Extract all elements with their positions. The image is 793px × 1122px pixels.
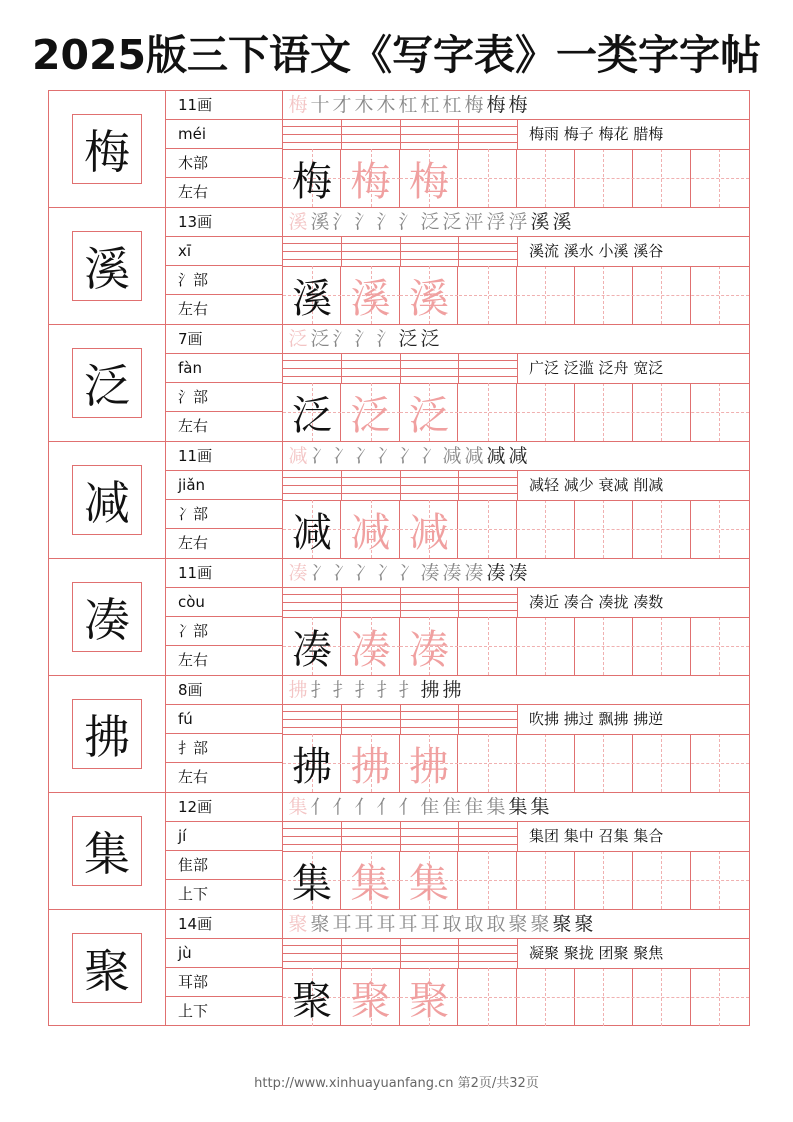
stroke-step: 冫 <box>420 445 440 467</box>
writing-cell <box>342 500 400 558</box>
pinyin: jù <box>166 939 282 968</box>
stroke-order <box>283 910 749 939</box>
stroke-step: 取 <box>442 913 462 935</box>
stroke-step: 梅 <box>464 94 484 116</box>
stroke-step: 杠 <box>420 94 440 116</box>
writing-cell <box>400 500 458 558</box>
writing-cell <box>400 266 458 324</box>
writing-cell <box>283 500 341 558</box>
stroke-step: 浮 <box>508 211 528 233</box>
trace-char: 集 <box>409 860 449 907</box>
stroke-count: 8画 <box>166 676 282 705</box>
structure: 左右 <box>178 534 209 552</box>
radical: 氵部 <box>166 266 282 295</box>
writing-cell <box>459 500 517 558</box>
writing-cell <box>342 968 400 1026</box>
char-info <box>166 559 283 675</box>
stroke-step: 亻 <box>332 796 352 818</box>
model-char: 梅 <box>292 158 332 205</box>
stroke-step: 泛 <box>310 328 330 350</box>
stroke-step: 聚 <box>552 913 572 935</box>
big-char: 泛 <box>72 348 142 418</box>
pinyin: xī <box>166 237 282 266</box>
stroke-step: 凑 <box>288 562 308 584</box>
stroke-step: 冫 <box>398 562 418 584</box>
writing-cell <box>459 266 517 324</box>
stroke-step: 集 <box>530 796 550 818</box>
big-char-column <box>49 208 166 324</box>
pinyin: méi <box>166 120 282 149</box>
char-info <box>166 676 283 792</box>
char-info <box>166 793 283 909</box>
pinyin: jiǎn <box>166 471 282 500</box>
stroke-step: 泙 <box>464 211 484 233</box>
char-info <box>166 442 283 558</box>
stroke-step: 冫 <box>354 562 374 584</box>
practice-grid <box>283 910 749 1026</box>
writing-cell <box>342 383 400 441</box>
stroke-order <box>283 208 749 237</box>
stroke-step: 扌 <box>332 679 352 701</box>
stroke-step: 聚 <box>310 913 330 935</box>
writing-cell <box>342 149 400 207</box>
trace-char: 减 <box>409 509 449 556</box>
trace-char: 集 <box>350 860 391 907</box>
writing-cell <box>459 149 517 207</box>
word-examples: 吹拂 拂过 飘拂 拂逆 <box>529 710 664 728</box>
word-examples: 凝聚 聚拢 团聚 聚焦 <box>529 944 664 962</box>
stroke-step: 溪 <box>310 211 330 233</box>
stroke-step: 凑 <box>464 562 484 584</box>
trace-char: 凑 <box>409 626 449 673</box>
stroke-step: 耳 <box>398 913 418 935</box>
stroke-step: 冫 <box>398 445 418 467</box>
char-info <box>166 208 283 324</box>
pinyin: còu <box>166 588 282 617</box>
practice-sheet <box>48 90 750 1026</box>
stroke-step: 凑 <box>508 562 528 584</box>
stroke-step: 扌 <box>354 679 374 701</box>
big-char-column <box>49 325 166 441</box>
stroke-step: 减 <box>486 445 506 467</box>
stroke-step: 拂 <box>442 679 462 701</box>
radical: 氵部 <box>166 383 282 412</box>
stroke-step: 取 <box>464 913 484 935</box>
writing-cell <box>283 617 341 675</box>
stroke-step: 氵 <box>376 328 396 350</box>
stroke-step: 凑 <box>420 562 440 584</box>
writing-cell <box>459 851 517 909</box>
model-char: 拂 <box>292 743 332 790</box>
writing-cell <box>283 851 341 909</box>
structure: 左右 <box>178 183 209 201</box>
stroke-step: 浮 <box>486 211 506 233</box>
big-char: 梅 <box>72 114 142 184</box>
stroke-step: 拂 <box>420 679 440 701</box>
word-examples: 集团 集中 召集 集合 <box>529 827 664 845</box>
stroke-step: 减 <box>288 445 308 467</box>
writing-cell <box>459 968 517 1026</box>
writing-cell <box>342 734 400 792</box>
stroke-step: 隹 <box>464 796 484 818</box>
stroke-step: 泛 <box>398 328 418 350</box>
stroke-step: 聚 <box>574 913 594 935</box>
trace-char: 梅 <box>350 158 391 205</box>
trace-char: 溪 <box>409 275 449 322</box>
stroke-step: 凑 <box>442 562 462 584</box>
stroke-step: 溪 <box>530 211 550 233</box>
big-char-column <box>49 676 166 792</box>
stroke-step: 梅 <box>288 94 308 116</box>
stroke-order <box>283 793 749 822</box>
model-char: 减 <box>292 509 332 556</box>
char-block <box>49 208 749 325</box>
stroke-step: 减 <box>508 445 528 467</box>
trace-char: 溪 <box>350 275 391 322</box>
stroke-step: 泛 <box>288 328 308 350</box>
writing-cell <box>283 968 341 1026</box>
stroke-step: 亻 <box>398 796 418 818</box>
trace-char: 聚 <box>350 977 391 1024</box>
stroke-count: 12画 <box>166 793 282 822</box>
word-examples: 减轻 减少 衰减 削减 <box>529 476 664 494</box>
stroke-order <box>283 91 749 120</box>
big-char-column <box>49 910 166 1026</box>
stroke-step: 取 <box>486 913 506 935</box>
stroke-step: 泛 <box>420 211 440 233</box>
stroke-step: 杠 <box>398 94 418 116</box>
practice-grid <box>283 325 749 441</box>
stroke-step: 耳 <box>354 913 374 935</box>
word-examples: 梅雨 梅子 梅花 腊梅 <box>529 125 664 143</box>
model-char: 溪 <box>292 275 332 322</box>
stroke-step: 冫 <box>376 445 396 467</box>
big-char: 拂 <box>72 699 142 769</box>
stroke-step: 氵 <box>398 211 418 233</box>
stroke-count: 11画 <box>166 559 282 588</box>
stroke-step: 扌 <box>376 679 396 701</box>
trace-char: 凑 <box>350 626 391 673</box>
stroke-step: 十 <box>310 94 330 116</box>
radical: 扌部 <box>166 734 282 763</box>
writing-cell <box>342 851 400 909</box>
char-info <box>166 91 283 207</box>
word-examples: 广泛 泛滥 泛舟 宽泛 <box>529 359 664 377</box>
stroke-count: 11画 <box>166 91 282 120</box>
stroke-step: 泛 <box>420 328 440 350</box>
stroke-step: 才 <box>332 94 352 116</box>
stroke-step: 集 <box>486 796 506 818</box>
writing-cell <box>400 383 458 441</box>
big-char: 溪 <box>72 231 142 301</box>
stroke-step: 氵 <box>332 328 352 350</box>
page-footer: http://www.xinhuayuanfang.cn 第2页/共32页 <box>254 1076 539 1091</box>
stroke-step: 减 <box>442 445 462 467</box>
stroke-step: 减 <box>464 445 484 467</box>
stroke-step: 梅 <box>508 94 528 116</box>
stroke-step: 集 <box>508 796 528 818</box>
structure: 左右 <box>178 651 209 669</box>
structure: 上下 <box>178 885 209 903</box>
writing-cell <box>459 617 517 675</box>
stroke-step: 集 <box>288 796 308 818</box>
stroke-step: 聚 <box>288 913 308 935</box>
writing-cell <box>283 266 341 324</box>
stroke-step: 耳 <box>420 913 440 935</box>
stroke-count: 14画 <box>166 910 282 939</box>
trace-char: 拂 <box>409 743 449 790</box>
big-char-column <box>49 559 166 675</box>
char-info <box>166 325 283 441</box>
model-char: 聚 <box>292 977 332 1024</box>
practice-grid <box>283 559 749 675</box>
practice-grid <box>283 91 749 207</box>
radical: 冫部 <box>166 617 282 646</box>
stroke-step: 扌 <box>398 679 418 701</box>
model-char: 泛 <box>292 392 332 439</box>
pinyin: fú <box>166 705 282 734</box>
stroke-count: 13画 <box>166 208 282 237</box>
structure: 左右 <box>178 300 209 318</box>
stroke-step: 溪 <box>552 211 572 233</box>
model-char: 集 <box>292 860 332 907</box>
stroke-step: 隹 <box>442 796 462 818</box>
char-block <box>49 910 749 1027</box>
char-block <box>49 793 749 910</box>
char-block <box>49 559 749 676</box>
stroke-step: 木 <box>354 94 374 116</box>
stroke-step: 木 <box>376 94 396 116</box>
word-examples: 凑近 凑合 凑拢 凑数 <box>529 593 664 611</box>
big-char-column <box>49 91 166 207</box>
stroke-step: 氵 <box>354 211 374 233</box>
radical: 冫部 <box>166 500 282 529</box>
big-char-column <box>49 442 166 558</box>
pinyin: jí <box>166 822 282 851</box>
big-char-column <box>49 793 166 909</box>
stroke-step: 耳 <box>332 913 352 935</box>
model-char: 凑 <box>292 626 332 673</box>
stroke-count: 11画 <box>166 442 282 471</box>
stroke-order <box>283 676 749 705</box>
writing-cell <box>400 968 458 1026</box>
stroke-step: 溪 <box>288 211 308 233</box>
stroke-step: 扌 <box>310 679 330 701</box>
big-char: 凑 <box>72 582 142 652</box>
writing-cell <box>400 617 458 675</box>
char-info <box>166 910 283 1026</box>
trace-char: 泛 <box>350 392 391 439</box>
stroke-step: 亻 <box>310 796 330 818</box>
big-char: 集 <box>72 816 142 886</box>
stroke-step: 氵 <box>376 211 396 233</box>
stroke-step: 氵 <box>354 328 374 350</box>
char-block <box>49 325 749 442</box>
trace-char: 泛 <box>409 392 449 439</box>
writing-cell <box>342 617 400 675</box>
radical: 耳部 <box>166 968 282 997</box>
practice-grid <box>283 676 749 792</box>
page-title: 2025版三下语文《写字表》一类字字帖 <box>31 31 762 79</box>
stroke-order <box>283 325 749 354</box>
char-block <box>49 676 749 793</box>
structure: 上下 <box>178 1002 209 1020</box>
stroke-step: 冫 <box>332 445 352 467</box>
writing-cell <box>400 851 458 909</box>
radical: 隹部 <box>166 851 282 880</box>
practice-grid <box>283 208 749 324</box>
structure: 左右 <box>178 768 209 786</box>
stroke-step: 泛 <box>442 211 462 233</box>
stroke-step: 梅 <box>486 94 506 116</box>
stroke-step: 冫 <box>354 445 374 467</box>
trace-char: 减 <box>350 509 391 556</box>
char-block <box>49 442 749 559</box>
writing-cell <box>400 734 458 792</box>
radical: 木部 <box>166 149 282 178</box>
trace-char: 聚 <box>409 977 449 1024</box>
stroke-step: 聚 <box>530 913 550 935</box>
stroke-step: 隹 <box>420 796 440 818</box>
stroke-step: 耳 <box>376 913 396 935</box>
pinyin: fàn <box>166 354 282 383</box>
stroke-step: 聚 <box>508 913 528 935</box>
char-block <box>49 91 749 208</box>
stroke-step: 氵 <box>332 211 352 233</box>
stroke-step: 冫 <box>376 562 396 584</box>
writing-cell <box>459 383 517 441</box>
stroke-step: 亻 <box>376 796 396 818</box>
writing-cell <box>342 266 400 324</box>
practice-grid <box>283 793 749 909</box>
stroke-step: 冫 <box>310 445 330 467</box>
big-char: 聚 <box>72 933 142 1003</box>
word-examples: 溪流 溪水 小溪 溪谷 <box>529 242 664 260</box>
stroke-order <box>283 559 749 588</box>
trace-char: 拂 <box>350 743 391 790</box>
stroke-order <box>283 442 749 471</box>
writing-cell <box>283 383 341 441</box>
trace-char: 梅 <box>409 158 449 205</box>
practice-grid <box>283 442 749 558</box>
writing-cell <box>459 734 517 792</box>
stroke-step: 拂 <box>288 679 308 701</box>
stroke-step: 冫 <box>332 562 352 584</box>
stroke-step: 冫 <box>310 562 330 584</box>
writing-cell <box>283 734 341 792</box>
big-char: 减 <box>72 465 142 535</box>
stroke-count: 7画 <box>166 325 282 354</box>
stroke-step: 凑 <box>486 562 506 584</box>
stroke-step: 亻 <box>354 796 374 818</box>
writing-cell <box>283 149 341 207</box>
structure: 左右 <box>178 417 209 435</box>
stroke-step: 杠 <box>442 94 462 116</box>
writing-cell <box>400 149 458 207</box>
